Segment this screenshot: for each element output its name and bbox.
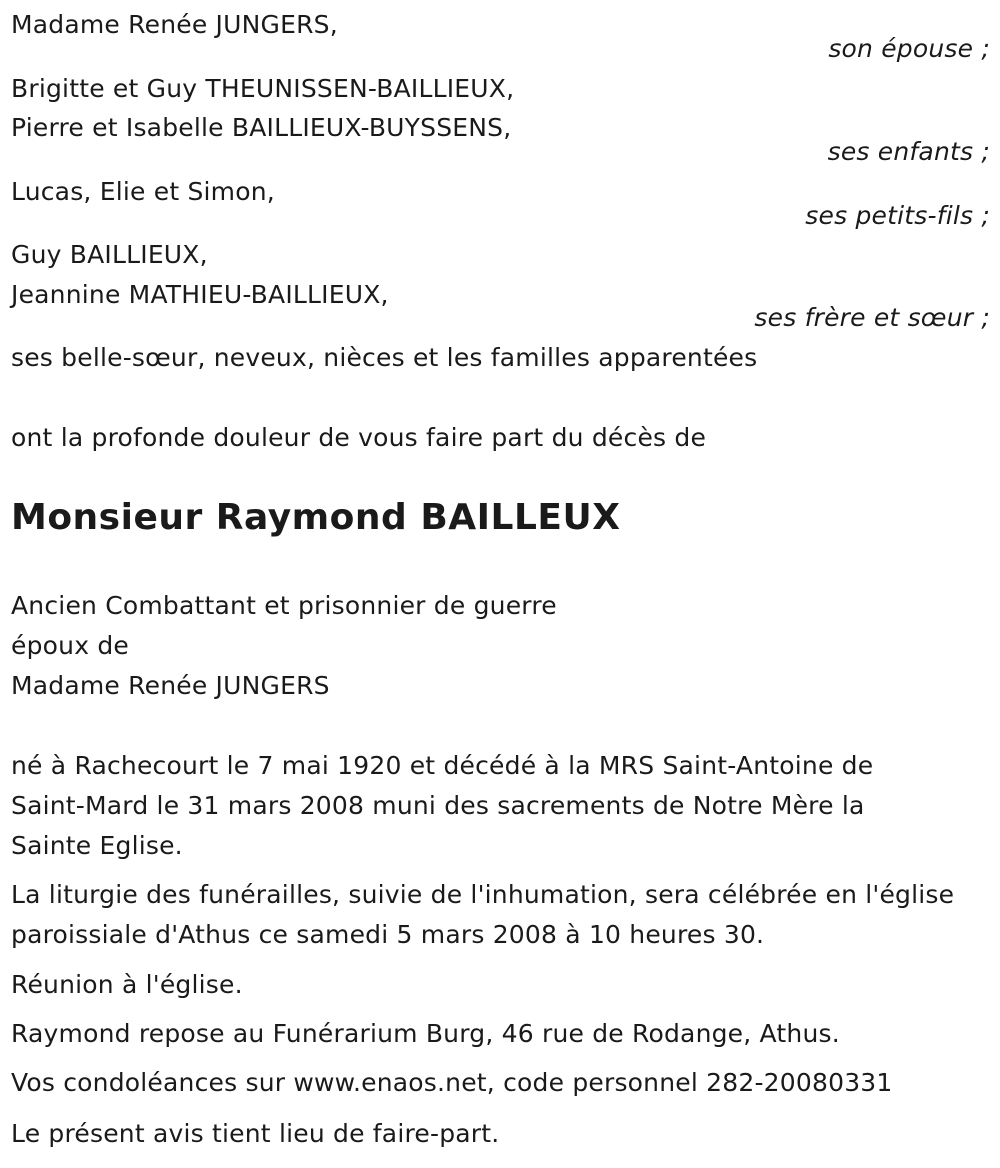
description bbox=[11, 586, 996, 706]
deceased-name: Monsieur Raymond BAILLEUX bbox=[11, 497, 621, 538]
liturgy-paragraph bbox=[11, 875, 996, 955]
liturgy-line: paroissiale d'Athus ce samedi 5 mars 2008 à 10 heures 30. bbox=[11, 920, 765, 949]
announcement-text: ont la profonde douleur de vous faire part du décès de bbox=[11, 423, 707, 452]
rest-place: Raymond repose au Funérarium Burg, 46 rue de Rodange, Athus. bbox=[11, 1019, 840, 1048]
spouse-name: Madame Renée JUNGERS, bbox=[11, 10, 338, 39]
description-line: Madame Renée JUNGERS bbox=[11, 671, 330, 700]
birth-death-line: né à Rachecourt le 7 mai 1920 et décédé à la MRS Saint-Antoine de bbox=[11, 751, 874, 780]
grandchildren-role: ses petits-fils ; bbox=[805, 201, 990, 230]
child-2: Pierre et Isabelle BAILLIEUX-BUYSSENS, bbox=[11, 113, 512, 142]
children-role: ses enfants ; bbox=[827, 137, 990, 166]
meeting-info: Réunion à l'église. bbox=[11, 970, 243, 999]
siblings-role: ses frère et sœur ; bbox=[754, 303, 990, 332]
birth-death-line: Sainte Eglise. bbox=[11, 831, 183, 860]
spouse-role: son épouse ; bbox=[828, 34, 990, 63]
other-relatives: ses belle-sœur, neveux, nièces et les familles apparentées bbox=[11, 343, 758, 372]
birth-death-paragraph bbox=[11, 746, 996, 866]
description-line: Ancien Combattant et prisonnier de guerre bbox=[11, 591, 557, 620]
condolences-info: Vos condoléances sur www.enaos.net, code personnel 282-20080331 bbox=[11, 1068, 893, 1097]
sibling-1: Guy BAILLIEUX, bbox=[11, 240, 208, 269]
grandchildren: Lucas, Elie et Simon, bbox=[11, 177, 275, 206]
notice-text: Le présent avis tient lieu de faire-part. bbox=[11, 1119, 500, 1148]
liturgy-line: La liturgie des funérailles, suivie de l'inhumation, sera célébrée en l'église bbox=[11, 880, 955, 909]
sibling-2: Jeannine MATHIEU-BAILLIEUX, bbox=[11, 280, 389, 309]
child-1: Brigitte et Guy THEUNISSEN-BAILLIEUX, bbox=[11, 74, 515, 103]
description-line: époux de bbox=[11, 631, 129, 660]
birth-death-line: Saint-Mard le 31 mars 2008 muni des sacrements de Notre Mère la bbox=[11, 791, 865, 820]
